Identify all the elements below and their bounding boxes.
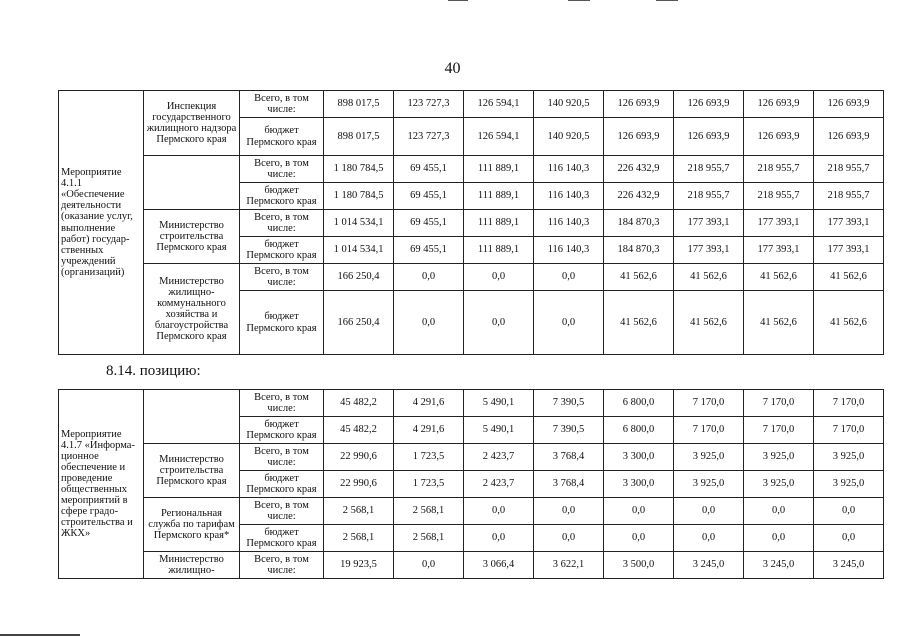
responsible-org: Инспекция государственного жилищного надзора Пермского края (144, 91, 240, 156)
amount-cell: 166 250,4 (324, 291, 394, 355)
amount-cell: 7 170,0 (744, 390, 814, 417)
amount-cell: 111 889,1 (464, 210, 534, 237)
amount-cell: 0,0 (604, 525, 674, 552)
amount-cell: 3 245,0 (744, 552, 814, 579)
amount-cell: 0,0 (534, 498, 604, 525)
amount-cell: 41 562,6 (674, 264, 744, 291)
funding-source: Всего, в том числе: (240, 91, 324, 118)
amount-cell: 0,0 (534, 264, 604, 291)
amount-cell: 41 562,6 (674, 291, 744, 355)
amount-cell: 7 390,5 (534, 390, 604, 417)
amount-cell: 2 568,1 (394, 525, 464, 552)
amount-cell: 226 432,9 (604, 156, 674, 183)
amount-cell: 177 393,1 (674, 210, 744, 237)
funding-source: бюджет Пермского края (240, 471, 324, 498)
amount-cell: 7 390,5 (534, 417, 604, 444)
funding-source: бюджет Пермского края (240, 183, 324, 210)
amount-cell: 7 170,0 (814, 417, 884, 444)
funding-source: Всего, в том числе: (240, 210, 324, 237)
amount-cell: 123 727,3 (394, 91, 464, 118)
amount-cell: 0,0 (744, 525, 814, 552)
funding-source: бюджет Пермского края (240, 417, 324, 444)
page-number: 40 (444, 60, 461, 77)
amount-cell: 3 925,0 (744, 471, 814, 498)
amount-cell: 0,0 (674, 525, 744, 552)
amount-cell: 41 562,6 (814, 264, 884, 291)
budget-table-1 (58, 90, 884, 355)
table-row (59, 156, 884, 183)
amount-cell: 19 923,5 (324, 552, 394, 579)
table-row (59, 552, 884, 579)
amount-cell: 218 955,7 (674, 183, 744, 210)
scan-mark (448, 0, 468, 1)
amount-cell: 3 768,4 (534, 471, 604, 498)
table-row (59, 498, 884, 525)
amount-cell: 218 955,7 (814, 156, 884, 183)
amount-cell: 4 291,6 (394, 390, 464, 417)
amount-cell: 140 920,5 (534, 91, 604, 118)
responsible-org: Министерство строительства Пермского края (144, 210, 240, 264)
scan-mark (568, 0, 590, 1)
amount-cell: 45 482,2 (324, 390, 394, 417)
funding-source: Всего, в том числе: (240, 156, 324, 183)
amount-cell: 2 568,1 (394, 498, 464, 525)
amount-cell: 126 594,1 (464, 91, 534, 118)
amount-cell: 7 170,0 (744, 417, 814, 444)
amount-cell: 116 140,3 (534, 210, 604, 237)
amount-cell: 126 594,1 (464, 118, 534, 156)
amount-cell: 3 925,0 (744, 444, 814, 471)
amount-cell: 116 140,3 (534, 237, 604, 264)
amount-cell: 2 423,7 (464, 471, 534, 498)
amount-cell: 3 066,4 (464, 552, 534, 579)
table-row (59, 444, 884, 471)
amount-cell: 177 393,1 (744, 237, 814, 264)
amount-cell: 4 291,6 (394, 417, 464, 444)
amount-cell: 126 693,9 (604, 118, 674, 156)
funding-source: Всего, в том числе: (240, 444, 324, 471)
amount-cell: 45 482,2 (324, 417, 394, 444)
amount-cell: 1 180 784,5 (324, 183, 394, 210)
amount-cell: 226 432,9 (604, 183, 674, 210)
amount-cell: 41 562,6 (604, 291, 674, 355)
responsible-org (144, 156, 240, 210)
amount-cell: 218 955,7 (744, 156, 814, 183)
table-row (59, 210, 884, 237)
amount-cell: 69 455,1 (394, 156, 464, 183)
funding-source: бюджет Пермского края (240, 525, 324, 552)
amount-cell: 1 014 534,1 (324, 237, 394, 264)
amount-cell: 0,0 (814, 525, 884, 552)
amount-cell: 6 800,0 (604, 417, 674, 444)
amount-cell: 0,0 (464, 525, 534, 552)
amount-cell: 898 017,5 (324, 91, 394, 118)
amount-cell: 126 693,9 (674, 118, 744, 156)
amount-cell: 0,0 (814, 498, 884, 525)
responsible-org: Министерство жилищно-коммунального хозяйства и благоустройства Пермского края (144, 264, 240, 355)
amount-cell: 3 622,1 (534, 552, 604, 579)
amount-cell: 0,0 (394, 552, 464, 579)
measure-name: Мероприятие 4.1.7 «Информа-ционное обеспечение и проведение общественных мероприятий в сфере градо-строительства и ЖКХ» (59, 390, 144, 579)
responsible-org: Министерство жилищно- (144, 552, 240, 579)
section-heading: 8.14. позицию: (106, 363, 201, 379)
amount-cell: 116 140,3 (534, 156, 604, 183)
amount-cell: 898 017,5 (324, 118, 394, 156)
amount-cell: 177 393,1 (744, 210, 814, 237)
amount-cell: 111 889,1 (464, 183, 534, 210)
amount-cell: 0,0 (464, 264, 534, 291)
amount-cell: 0,0 (604, 498, 674, 525)
amount-cell: 3 768,4 (534, 444, 604, 471)
table-row (59, 390, 884, 417)
funding-source: Всего, в том числе: (240, 390, 324, 417)
funding-source: Всего, в том числе: (240, 498, 324, 525)
funding-source: бюджет Пермского края (240, 118, 324, 156)
amount-cell: 126 693,9 (814, 91, 884, 118)
amount-cell: 126 693,9 (604, 91, 674, 118)
amount-cell: 5 490,1 (464, 417, 534, 444)
amount-cell: 41 562,6 (814, 291, 884, 355)
table2-body (59, 390, 884, 579)
table-row (59, 91, 884, 118)
amount-cell: 1 723,5 (394, 471, 464, 498)
amount-cell: 0,0 (464, 291, 534, 355)
amount-cell: 126 693,9 (744, 118, 814, 156)
responsible-org: Министерство строительства Пермского края (144, 444, 240, 498)
amount-cell: 140 920,5 (534, 118, 604, 156)
table-row (59, 264, 884, 291)
funding-source: Всего, в том числе: (240, 552, 324, 579)
amount-cell: 22 990,6 (324, 444, 394, 471)
amount-cell: 184 870,3 (604, 210, 674, 237)
amount-cell: 3 925,0 (814, 471, 884, 498)
amount-cell: 69 455,1 (394, 237, 464, 264)
amount-cell: 7 170,0 (814, 390, 884, 417)
amount-cell: 218 955,7 (744, 183, 814, 210)
amount-cell: 41 562,6 (604, 264, 674, 291)
amount-cell: 126 693,9 (814, 118, 884, 156)
scan-mark (0, 634, 80, 636)
amount-cell: 0,0 (744, 498, 814, 525)
amount-cell: 126 693,9 (744, 91, 814, 118)
amount-cell: 177 393,1 (674, 237, 744, 264)
amount-cell: 1 014 534,1 (324, 210, 394, 237)
amount-cell: 7 170,0 (674, 417, 744, 444)
amount-cell: 0,0 (534, 525, 604, 552)
amount-cell: 2 568,1 (324, 498, 394, 525)
amount-cell: 0,0 (674, 498, 744, 525)
measure-name: Мероприятие 4.1.1 «Обеспечение деятельности (оказание услуг, выполнение работ) государ-ственных учреждений (организаций) (59, 91, 144, 355)
funding-source: Всего, в том числе: (240, 264, 324, 291)
amount-cell: 69 455,1 (394, 210, 464, 237)
amount-cell: 0,0 (394, 264, 464, 291)
amount-cell: 218 955,7 (674, 156, 744, 183)
amount-cell: 3 925,0 (674, 444, 744, 471)
amount-cell: 218 955,7 (814, 183, 884, 210)
amount-cell: 3 925,0 (814, 444, 884, 471)
amount-cell: 0,0 (394, 291, 464, 355)
amount-cell: 5 490,1 (464, 390, 534, 417)
amount-cell: 116 140,3 (534, 183, 604, 210)
amount-cell: 3 245,0 (674, 552, 744, 579)
funding-source: бюджет Пермского края (240, 237, 324, 264)
amount-cell: 126 693,9 (674, 91, 744, 118)
amount-cell: 69 455,1 (394, 183, 464, 210)
responsible-org: Региональная служба по тарифам Пермского края* (144, 498, 240, 552)
responsible-org (144, 390, 240, 444)
amount-cell: 3 500,0 (604, 552, 674, 579)
amount-cell: 2 423,7 (464, 444, 534, 471)
amount-cell: 177 393,1 (814, 210, 884, 237)
table1-body (59, 91, 884, 355)
budget-table-2 (58, 389, 884, 579)
amount-cell: 123 727,3 (394, 118, 464, 156)
amount-cell: 3 300,0 (604, 471, 674, 498)
amount-cell: 3 245,0 (814, 552, 884, 579)
amount-cell: 6 800,0 (604, 390, 674, 417)
funding-source: бюджет Пермского края (240, 291, 324, 355)
amount-cell: 41 562,6 (744, 264, 814, 291)
amount-cell: 1 723,5 (394, 444, 464, 471)
amount-cell: 3 300,0 (604, 444, 674, 471)
amount-cell: 0,0 (534, 291, 604, 355)
amount-cell: 0,0 (464, 498, 534, 525)
amount-cell: 3 925,0 (674, 471, 744, 498)
amount-cell: 1 180 784,5 (324, 156, 394, 183)
scan-mark (656, 0, 678, 1)
amount-cell: 166 250,4 (324, 264, 394, 291)
amount-cell: 177 393,1 (814, 237, 884, 264)
amount-cell: 111 889,1 (464, 156, 534, 183)
amount-cell: 7 170,0 (674, 390, 744, 417)
amount-cell: 41 562,6 (744, 291, 814, 355)
amount-cell: 22 990,6 (324, 471, 394, 498)
amount-cell: 184 870,3 (604, 237, 674, 264)
amount-cell: 2 568,1 (324, 525, 394, 552)
amount-cell: 111 889,1 (464, 237, 534, 264)
